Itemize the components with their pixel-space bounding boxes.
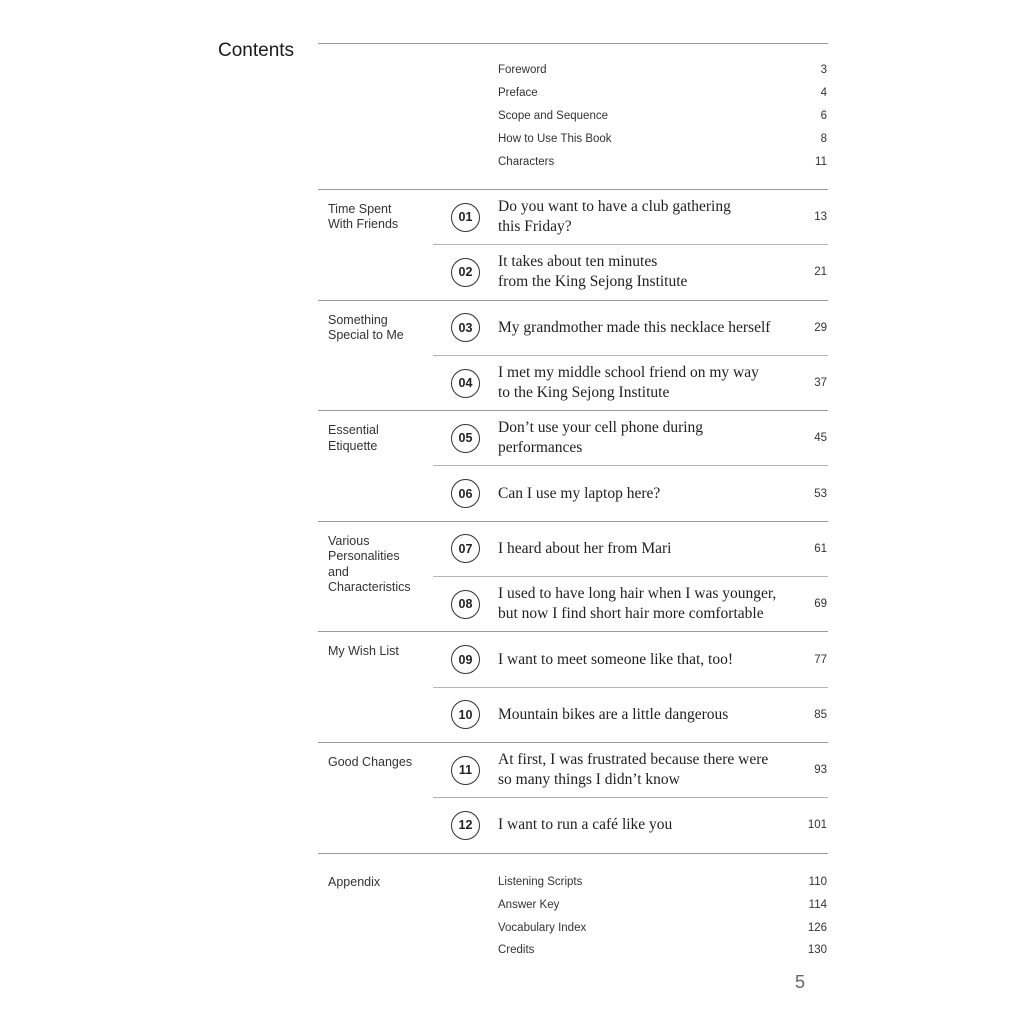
lesson-page: 13 <box>814 211 827 224</box>
entry-title: Foreword <box>498 64 547 77</box>
section-label <box>318 743 433 853</box>
section-label <box>318 301 433 411</box>
lesson-row-02[interactable] <box>433 245 828 299</box>
toc-entry-preface[interactable] <box>318 82 828 105</box>
section-label-line: Special to Me <box>328 328 404 343</box>
toc-entry-credits[interactable] <box>498 939 828 962</box>
lesson-number-badge: 10 <box>451 700 480 729</box>
lesson-title <box>498 750 787 790</box>
lesson-title-line: to the King Sejong Institute <box>498 384 670 402</box>
lesson-number-badge: 02 <box>451 258 480 287</box>
section-label-line: Time Spent <box>328 201 392 216</box>
lesson-list <box>433 301 828 411</box>
section-label-line: Something <box>328 312 388 327</box>
section-time-spent-with-friends <box>318 190 828 301</box>
entry-page: 3 <box>820 64 827 77</box>
lesson-title <box>498 318 787 338</box>
entry-title: Listening Scripts <box>498 875 583 888</box>
lesson-row-05[interactable] <box>433 411 828 466</box>
page-number: 5 <box>795 972 806 992</box>
section-label <box>318 522 433 632</box>
toc-entry-scope-and-sequence[interactable] <box>318 105 828 128</box>
toc-entry-vocabulary-index[interactable] <box>498 916 828 939</box>
lesson-page: 21 <box>814 266 827 279</box>
section-label-line: and <box>328 564 349 579</box>
appendix-section <box>318 854 828 962</box>
lesson-page: 37 <box>814 377 827 390</box>
lesson-number-cell <box>433 313 498 342</box>
lesson-list <box>433 743 828 853</box>
lesson-number-badge: 04 <box>451 369 480 398</box>
lesson-number-badge: 03 <box>451 313 480 342</box>
lesson-title-line: Do you want to have a club gathering <box>498 198 731 216</box>
lesson-title-line: My grandmother made this necklace herself <box>498 318 771 336</box>
appendix-list <box>498 871 828 962</box>
lesson-title-line: I used to have long hair when I was younger, <box>498 585 777 603</box>
lesson-number-badge: 06 <box>451 479 480 508</box>
section-label <box>318 190 433 300</box>
lesson-row-03[interactable] <box>433 301 828 356</box>
lesson-list <box>433 411 828 521</box>
section-good-changes <box>318 743 828 854</box>
lesson-title-line: I heard about her from Mari <box>498 539 672 557</box>
lesson-number-badge: 12 <box>451 811 480 840</box>
lesson-title-line: this Friday? <box>498 218 572 236</box>
section-various-personalities <box>318 522 828 633</box>
lesson-number-cell <box>433 811 498 840</box>
lesson-title <box>498 705 787 725</box>
entry-page: 4 <box>820 87 827 100</box>
lesson-number-cell <box>433 645 498 674</box>
toc-entry-listening-scripts[interactable] <box>498 871 828 894</box>
lesson-number-cell <box>433 590 498 619</box>
lesson-page: 29 <box>814 321 827 334</box>
section-label-line: With Friends <box>328 217 399 232</box>
lesson-title <box>498 815 787 835</box>
toc-entry-characters[interactable] <box>318 150 828 173</box>
lesson-number-cell <box>433 479 498 508</box>
entry-page: 114 <box>808 898 827 911</box>
lesson-number-cell <box>433 258 498 287</box>
lesson-title-line: so many things I didn’t know <box>498 771 680 789</box>
lesson-title <box>498 197 787 237</box>
lesson-row-08[interactable] <box>433 577 828 631</box>
toc-entry-answer-key[interactable] <box>498 893 828 916</box>
lesson-title-line: I want to run a café like you <box>498 816 673 834</box>
lesson-number-cell <box>433 534 498 563</box>
lesson-page: 93 <box>814 764 827 777</box>
section-label-line: Essential <box>328 423 379 438</box>
entry-page: 8 <box>820 132 827 145</box>
lesson-row-09[interactable] <box>433 632 828 687</box>
lesson-number-badge: 05 <box>451 424 480 453</box>
lesson-number-badge: 08 <box>451 590 480 619</box>
lesson-row-06[interactable] <box>433 466 828 520</box>
section-label-line: Various <box>328 533 370 548</box>
lesson-row-12[interactable] <box>433 798 828 852</box>
lesson-row-11[interactable] <box>433 743 828 798</box>
lesson-title-line: from the King Sejong Institute <box>498 273 688 291</box>
entry-page: 6 <box>820 109 827 122</box>
lesson-page: 101 <box>807 819 827 832</box>
section-essential-etiquette <box>318 411 828 522</box>
section-label <box>318 411 433 521</box>
lesson-title <box>498 484 787 504</box>
section-label-line: Etiquette <box>328 438 378 453</box>
lesson-number-cell <box>433 203 498 232</box>
entry-title: Characters <box>498 155 555 168</box>
entry-title: Scope and Sequence <box>498 109 608 122</box>
entry-title: Credits <box>498 944 535 957</box>
section-label-line: My Wish List <box>328 644 399 659</box>
lesson-title-line: Mountain bikes are a little dangerous <box>498 705 729 723</box>
section-label-line: Personalities <box>328 549 400 564</box>
lesson-row-01[interactable] <box>433 190 828 245</box>
lesson-number-cell <box>433 369 498 398</box>
lesson-number-badge: 01 <box>451 203 480 232</box>
lesson-page: 69 <box>814 598 827 611</box>
lesson-row-04[interactable] <box>433 356 828 410</box>
section-something-special-to-me <box>318 301 828 412</box>
lesson-title-line: Don’t use your cell phone during performances <box>498 419 704 457</box>
lesson-number-badge: 09 <box>451 645 480 674</box>
lesson-list <box>433 522 828 632</box>
lesson-page: 53 <box>814 487 827 500</box>
lesson-title-line: but now I find short hair more comfortable <box>498 605 764 623</box>
entry-page: 130 <box>807 944 827 957</box>
lesson-title <box>498 539 787 559</box>
table-of-contents <box>318 43 828 962</box>
lesson-number-cell <box>433 756 498 785</box>
entry-page: 126 <box>807 921 827 934</box>
lesson-page: 85 <box>814 708 827 721</box>
section-my-wish-list <box>318 632 828 743</box>
lesson-title-line: I want to meet someone like that, too! <box>498 650 734 668</box>
lesson-number-badge: 07 <box>451 534 480 563</box>
lesson-page: 45 <box>814 432 827 445</box>
lesson-page: 77 <box>814 653 827 666</box>
lesson-number-cell <box>433 700 498 729</box>
lesson-title <box>498 252 787 292</box>
entry-title: Answer Key <box>498 898 560 911</box>
lesson-page: 61 <box>814 542 827 555</box>
lesson-title-line: It takes about ten minutes <box>498 253 658 271</box>
section-label <box>318 632 433 742</box>
toc-entry-foreword[interactable] <box>318 59 828 82</box>
lesson-title-line: Can I use my laptop here? <box>498 484 661 502</box>
lesson-title-line: I met my middle school friend on my way <box>498 364 759 382</box>
lesson-title <box>498 363 787 403</box>
lesson-title <box>498 418 787 458</box>
entry-page: 11 <box>815 155 827 168</box>
lesson-title-line: At first, I was frustrated because there were <box>498 751 769 769</box>
entry-title: Preface <box>498 87 538 100</box>
lesson-row-07[interactable] <box>433 522 828 577</box>
entry-title: How to Use This Book <box>498 132 612 145</box>
lesson-list <box>433 632 828 742</box>
lesson-title <box>498 650 787 670</box>
lesson-row-10[interactable] <box>433 688 828 742</box>
lesson-title <box>498 584 787 624</box>
section-label-line: Good Changes <box>328 754 413 769</box>
section-label: Appendix <box>328 874 381 889</box>
toc-entry-how-to-use[interactable] <box>318 127 828 150</box>
lesson-number-badge: 11 <box>451 756 480 785</box>
front-matter-list <box>318 44 828 190</box>
entry-page: 110 <box>808 875 827 888</box>
section-label-line: Characteristics <box>328 580 411 595</box>
entry-title: Vocabulary Index <box>498 921 587 934</box>
page-title: Contents <box>218 40 295 61</box>
lesson-list <box>433 190 828 300</box>
lesson-number-cell <box>433 424 498 453</box>
